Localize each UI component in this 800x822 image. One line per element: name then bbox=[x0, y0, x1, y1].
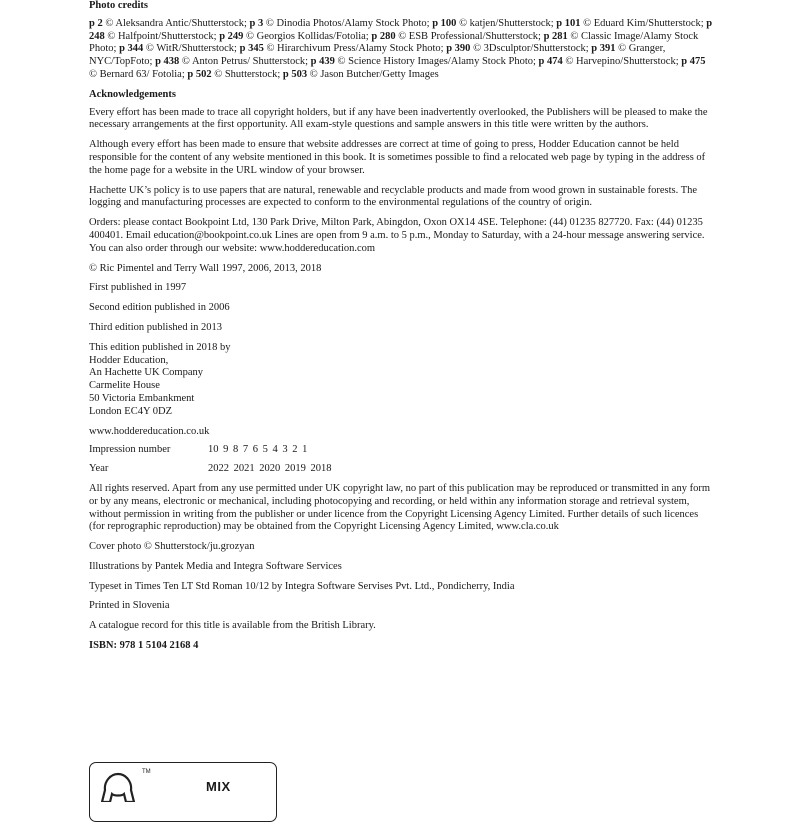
mix-label: MIX bbox=[206, 779, 231, 794]
address-line: An Hachette UK Company bbox=[89, 367, 204, 379]
fsc-mix-logo bbox=[89, 762, 277, 822]
credit-page-ref: p 503 bbox=[282, 68, 308, 80]
credit-source: © Georgios Kollidas/Fotolia; bbox=[243, 30, 372, 42]
credit-source: © WitR/Shutterstock; bbox=[143, 43, 240, 55]
credit-page-ref: p 475 bbox=[681, 56, 706, 68]
photo-credits-list bbox=[89, 18, 715, 82]
address-line: 50 Victoria Embankment bbox=[89, 392, 195, 404]
credit-page-ref: p 474 bbox=[538, 56, 563, 68]
credit-source: © Hirarchivum Press/Alamy Stock Photo; bbox=[263, 43, 447, 55]
credit-page-ref: p 280 bbox=[371, 30, 396, 42]
year-value: 2022 2021 2020 2019 2018 bbox=[208, 463, 332, 475]
credit-page-ref: p 438 bbox=[155, 56, 180, 68]
credit-page-ref: p 100 bbox=[432, 17, 457, 29]
acknowledgement-paragraph: Orders: please contact Bookpoint Ltd, 130 Park Drive, Milton Park, Abingdon, Oxon OX14 4SE. Telephone: (44) 01235 827720. Fax: (44) 01235 400401. Email education@bookpoint.co.uk Lines are open from 9 a.m. to 5 p.m., Monday to Saturday, with a 24-hour message answering service. You can also order through our website: www.hoddereducation.com bbox=[89, 217, 705, 254]
acknowledgement-paragraph: Every effort has been made to trace all copyright holders, but if any have been inadvertently overlooked, the Publishers will be pleased to make the necessary arrangements at the first opportunity. All exam-style questions and sample answers in this title were written by the authors. bbox=[89, 106, 708, 131]
credit-source: © Dinodia Photos/Alamy Stock Photo; bbox=[263, 17, 433, 29]
credit-page-ref: p 502 bbox=[187, 68, 212, 80]
credit-source: © Eduard Kim/Shutterstock; bbox=[580, 17, 707, 29]
impression-value: 10 9 8 7 6 5 4 3 2 1 bbox=[208, 444, 308, 456]
address-line: London EC4Y 0DZ bbox=[89, 405, 173, 417]
credit-source: © Bernard 63/ Fotolia; bbox=[89, 68, 188, 80]
credit-page-ref: p 3 bbox=[249, 17, 264, 29]
credit-source: © Anton Petrus/ Shutterstock; bbox=[179, 56, 311, 68]
page-content bbox=[89, 0, 715, 653]
cover-photo-credit: Cover photo © Shutterstock/ju.grozyan bbox=[89, 541, 255, 553]
credit-source: © Granger, NYC/TopFoto; bbox=[89, 43, 666, 68]
rights-statement: All rights reserved. Apart from any use permitted under UK copyright law, no part of this publication may be reproduced or transmitted in any form or by any means, electronic or mechanical, including photocopying and recording, or held within any information storage and retrieval system, without permission in writing from the publisher or under licence from the Copyright Licensing Agency Limited. Further details of such licences (for reprographic reproduction) may be obtained from the Copyright Licensing Agency Limited, www.cla.co.uk bbox=[89, 482, 710, 533]
impression-row bbox=[89, 444, 715, 457]
first-edition-line: First published in 1997 bbox=[89, 282, 187, 294]
isbn-line: ISBN: 978 1 5104 2168 4 bbox=[89, 640, 199, 652]
credit-page-ref: p 249 bbox=[219, 30, 244, 42]
credit-source: © Science History Images/Alamy Stock Photo; bbox=[334, 56, 539, 68]
credit-page-ref: p 248 bbox=[89, 17, 713, 42]
credit-source: © Shutterstock; bbox=[211, 68, 283, 80]
printed-line: Printed in Slovenia bbox=[89, 600, 170, 612]
credit-page-ref: p 281 bbox=[543, 30, 568, 42]
credit-page-ref: p 344 bbox=[119, 43, 144, 55]
acknowledgements-heading: Acknowledgements bbox=[89, 88, 176, 100]
credit-page-ref: p 345 bbox=[239, 43, 264, 55]
credit-page-ref: p 101 bbox=[556, 17, 581, 29]
third-edition-line: Third edition published in 2013 bbox=[89, 321, 222, 333]
catalogue-line: A catalogue record for this title is available from the British Library. bbox=[89, 620, 376, 632]
year-row bbox=[89, 463, 715, 476]
photo-credits-heading: Photo credits bbox=[89, 0, 149, 11]
credit-page-ref: p 2 bbox=[89, 17, 103, 29]
trademark-mark: TM bbox=[142, 769, 151, 775]
acknowledgement-paragraph: Although every effort has been made to ensure that website addresses are correct at time of going to press, Hodder Education cannot be held responsible for the content of any website mentioned in this book. It is sometimes possible to find a relocated web page by typing in the address of the home page for a website in the URL window of your browser. bbox=[89, 139, 706, 176]
address-line: Hodder Education, bbox=[89, 354, 169, 366]
credit-source: © Halfpoint/Shutterstock; bbox=[104, 30, 220, 42]
credit-source: © Aleksandra Antic/Shutterstock; bbox=[102, 17, 250, 29]
credit-source: © Harvepino/Shutterstock; bbox=[562, 56, 682, 68]
publisher-address bbox=[89, 342, 715, 419]
illustrations-credit: Illustrations by Pantek Media and Integra Software Services bbox=[89, 560, 342, 572]
year-label: Year bbox=[89, 463, 109, 475]
credit-source: © ESB Professional/Shutterstock; bbox=[395, 30, 544, 42]
publisher-website: www.hoddereducation.co.uk bbox=[89, 425, 210, 437]
credit-page-ref: p 390 bbox=[446, 43, 471, 55]
typeset-line: Typeset in Times Ten LT Std Roman 10/12 by Integra Software Servises Pvt. Ltd., Pondicherry, India bbox=[89, 580, 515, 592]
credit-source: © katjen/Shutterstock; bbox=[456, 17, 557, 29]
fsc-tree-icon bbox=[96, 772, 140, 802]
credit-source: © 3Dsculptor/Shutterstock; bbox=[470, 43, 592, 55]
address-line: Carmelite House bbox=[89, 380, 160, 392]
copyright-line: © Ric Pimentel and Terry Wall 1997, 2006, 2013, 2018 bbox=[89, 262, 322, 274]
credit-source: © Classic Image/Alamy Stock Photo; bbox=[89, 30, 699, 55]
credit-page-ref: p 439 bbox=[310, 56, 335, 68]
impression-label: Impression number bbox=[89, 444, 171, 456]
acknowledgement-paragraph: Hachette UK’s policy is to use papers that are natural, renewable and recyclable products and made from wood grown in sustainable forests. The logging and manufacturing processes are expected to conform to the environmental regulations of the country of origin. bbox=[89, 184, 698, 209]
credit-source: © Jason Butcher/Getty Images bbox=[307, 68, 439, 80]
credit-page-ref: p 391 bbox=[591, 43, 616, 55]
publisher-intro: This edition published in 2018 by bbox=[89, 341, 231, 353]
second-edition-line: Second edition published in 2006 bbox=[89, 302, 230, 314]
